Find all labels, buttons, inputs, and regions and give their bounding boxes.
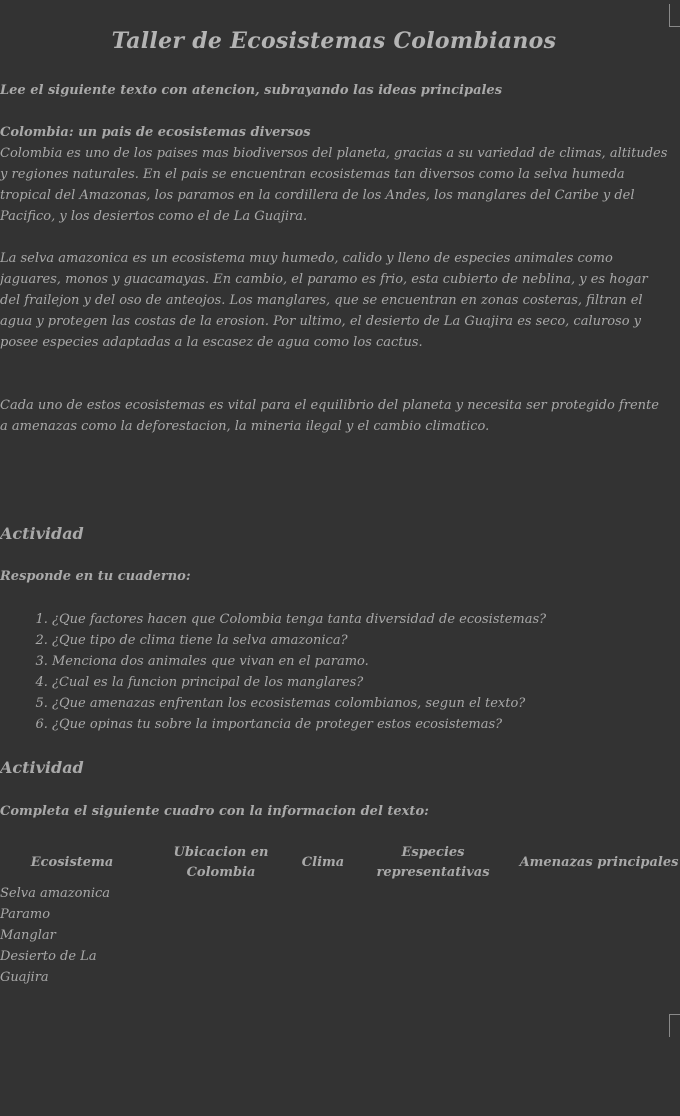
question-item: 4. ¿Cual es la funcion principal de los manglares? xyxy=(52,672,546,693)
header-clima: Clima xyxy=(301,855,345,870)
empty-cell xyxy=(518,925,680,946)
header-ubicacion: Ubicacion en Colombia xyxy=(173,845,269,880)
row-ecosystem-name: Desierto de La Guajira xyxy=(0,949,97,985)
table-row xyxy=(0,946,680,988)
empty-cell xyxy=(144,925,298,946)
empty-cell xyxy=(298,883,348,904)
reading-paragraph-2: La selva amazonica es un ecosistema muy humedo, calido y lleno de especies animales como jaguares, monos y guacamayas. En cambio, el paramo es frio, esta cubierto de neblina, y es hogar del frailejon y del oso de anteojos. Los manglares, que se encuentran en zonas costeras, filtran el agua y protegen las costas de la erosion. Por ultimo, el desierto de La Guajira es seco, caluroso y posee especies adaptadas a la escasez de agua como los cactus. xyxy=(0,251,648,350)
header-ecosistema: Ecosistema xyxy=(30,855,114,870)
question-item: 1. ¿Que factores hacen que Colombia tenga tanta diversidad de ecosistemas? xyxy=(52,609,546,630)
question-item: 3. Menciona dos animales que vivan en el paramo. xyxy=(52,651,546,672)
activity-2-heading: Actividad xyxy=(0,758,84,777)
empty-cell xyxy=(518,883,680,904)
empty-cell xyxy=(348,904,518,925)
empty-cell xyxy=(348,883,518,904)
empty-cell xyxy=(298,904,348,925)
reading-instruction: Lee el siguiente texto con atencion, subrayando las ideas principales xyxy=(0,83,503,98)
ecosystems-table xyxy=(0,843,680,988)
activity-2-prompt: Completa el siguiente cuadro con la informacion del texto: xyxy=(0,804,429,819)
table-header-row xyxy=(0,843,680,883)
row-ecosystem-name: Manglar xyxy=(0,928,56,943)
corner-mark-bottom xyxy=(669,1014,680,1037)
question-item: 6. ¿Que opinas tu sobre la importancia de proteger estos ecosistemas? xyxy=(52,714,546,735)
empty-cell xyxy=(518,946,680,988)
empty-cell xyxy=(144,883,298,904)
activity-1-prompt: Responde en tu cuaderno: xyxy=(0,569,191,584)
question-item: 2. ¿Que tipo de clima tiene la selva amazonica? xyxy=(52,630,546,651)
empty-cell xyxy=(144,904,298,925)
empty-cell xyxy=(348,925,518,946)
header-especies: Especies representativas xyxy=(376,845,490,880)
reading-paragraph-1: Colombia es uno de los paises mas biodiversos del planeta, gracias a su variedad de climas, altitudes y regiones naturales. En el pais se encuentran ecosistemas tan diversos como la selva humeda tropical del Amazonas, los paramos en la cordillera de los Andes, los manglares del Caribe y del Pacifico, y los desiertos como el de La Guajira. xyxy=(0,146,668,224)
question-item: 5. ¿Que amenazas enfrentan los ecosistemas colombianos, segun el texto? xyxy=(52,693,546,714)
page-title: Taller de Ecosistemas Colombianos xyxy=(111,28,557,54)
reading-heading: Colombia: un pais de ecosistemas diversos xyxy=(0,125,311,140)
row-ecosystem-name: Paramo xyxy=(0,907,51,922)
table-row xyxy=(0,883,680,904)
row-ecosystem-name: Selva amazonica xyxy=(0,886,111,901)
table-row xyxy=(0,925,680,946)
empty-cell xyxy=(298,946,348,988)
empty-cell xyxy=(348,946,518,988)
header-amenazas: Amenazas principales xyxy=(519,855,679,870)
corner-mark-top xyxy=(669,4,680,27)
activity-1-heading: Actividad xyxy=(0,524,84,543)
table-row xyxy=(0,904,680,925)
empty-cell xyxy=(144,946,298,988)
empty-cell xyxy=(518,904,680,925)
reading-paragraph-3: Cada uno de estos ecosistemas es vital para el equilibrio del planeta y necesita ser protegido frente a amenazas como la deforestacion, la mineria ilegal y el cambio climatico. xyxy=(0,398,659,434)
empty-cell xyxy=(298,925,348,946)
questions-list xyxy=(0,609,546,735)
